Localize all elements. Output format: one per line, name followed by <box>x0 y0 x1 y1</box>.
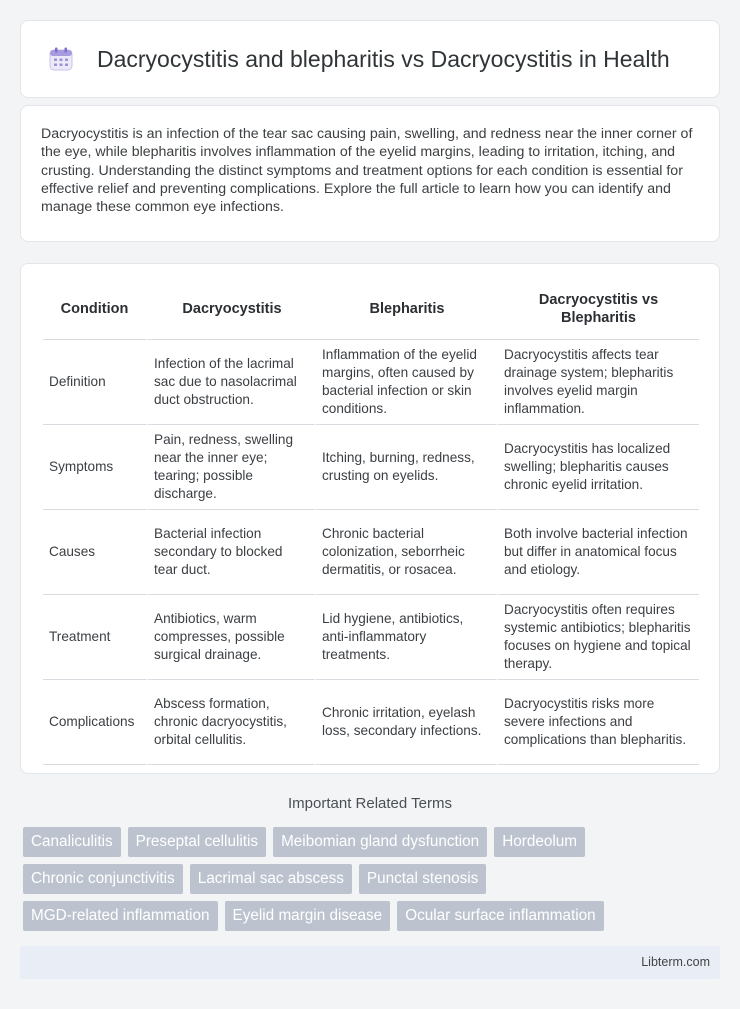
table-header-row <box>43 278 699 340</box>
header-dacryocystitis: Dacryocystitis <box>148 278 316 340</box>
tag-row <box>23 864 723 894</box>
row-cell: Abscess formation, chronic dacryocystitis, orbital cellulitis. <box>148 680 316 765</box>
calendar-icon <box>47 45 75 73</box>
row-condition: Treatment <box>43 595 148 680</box>
related-term-tag[interactable]: Preseptal cellulitis <box>128 827 266 857</box>
row-cell: Dacryocystitis has localized swelling; blepharitis causes chronic eyelid irritation. <box>498 425 699 510</box>
tag-row <box>23 827 723 857</box>
related-term-tag[interactable]: Meibomian gland dysfunction <box>273 827 487 857</box>
table-row <box>43 340 699 425</box>
related-term-tag[interactable]: Punctal stenosis <box>359 864 486 894</box>
header-comparison: Dacryocystitis vs Blepharitis <box>498 278 699 340</box>
row-condition: Complications <box>43 680 148 765</box>
row-cell: Dacryocystitis risks more severe infections and complications than blepharitis. <box>498 680 699 765</box>
header-blepharitis: Blepharitis <box>316 278 498 340</box>
tag-row <box>23 901 723 931</box>
related-term-tag[interactable]: Hordeolum <box>494 827 585 857</box>
related-term-tag[interactable]: Lacrimal sac abscess <box>190 864 352 894</box>
related-terms-tags <box>23 827 723 938</box>
row-condition: Causes <box>43 510 148 595</box>
table-row <box>43 680 699 765</box>
intro-card <box>20 105 720 242</box>
table-row <box>43 510 699 595</box>
related-terms-title: Important Related Terms <box>288 795 452 812</box>
related-term-tag[interactable]: Eyelid margin disease <box>225 901 391 931</box>
page-title: Dacryocystitis and blepharitis vs Dacryocystitis in Health <box>97 45 670 72</box>
related-term-tag[interactable]: Canaliculitis <box>23 827 121 857</box>
row-cell: Itching, burning, redness, crusting on eyelids. <box>316 425 498 510</box>
row-cell: Chronic irritation, eyelash loss, secondary infections. <box>316 680 498 765</box>
row-cell: Bacterial infection secondary to blocked tear duct. <box>148 510 316 595</box>
footer-site-link[interactable]: Libterm.com <box>641 955 710 969</box>
row-cell: Chronic bacterial colonization, seborrheic dermatitis, or rosacea. <box>316 510 498 595</box>
comparison-table <box>43 278 699 765</box>
related-term-tag[interactable]: Chronic conjunctivitis <box>23 864 183 894</box>
row-cell: Infection of the lacrimal sac due to nasolacrimal duct obstruction. <box>148 340 316 425</box>
row-cell: Inflammation of the eyelid margins, often caused by bacterial infection or skin conditions. <box>316 340 498 425</box>
row-condition: Symptoms <box>43 425 148 510</box>
header-condition: Condition <box>43 278 148 340</box>
row-cell: Antibiotics, warm compresses, possible surgical drainage. <box>148 595 316 680</box>
comparison-table-card <box>20 263 720 774</box>
row-cell: Dacryocystitis often requires systemic antibiotics; blepharitis focuses on hygiene and topical therapy. <box>498 595 699 680</box>
table-row <box>43 595 699 680</box>
row-cell: Lid hygiene, antibiotics, anti-inflammatory treatments. <box>316 595 498 680</box>
row-cell: Both involve bacterial infection but differ in anatomical focus and etiology. <box>498 510 699 595</box>
header-card <box>20 20 720 98</box>
row-cell: Dacryocystitis affects tear drainage system; blepharitis involves eyelid margin inflammation. <box>498 340 699 425</box>
intro-text: Dacryocystitis is an infection of the tear sac causing pain, swelling, and redness near the inner corner of the eye, while blepharitis involves inflammation of the eyelid margins, leading to irritation, itching, and crusting. Understanding the distinct symptoms and treatment options for each condition is essential for effective relief and preventing complications. Explore the full article to learn how you can identify and manage these common eye infections. <box>41 126 693 216</box>
related-term-tag[interactable]: Ocular surface inflammation <box>397 901 603 931</box>
related-term-tag[interactable]: MGD-related inflammation <box>23 901 218 931</box>
row-condition: Definition <box>43 340 148 425</box>
table-row <box>43 425 699 510</box>
footer <box>20 946 720 979</box>
row-cell: Pain, redness, swelling near the inner eye; tearing; possible discharge. <box>148 425 316 510</box>
